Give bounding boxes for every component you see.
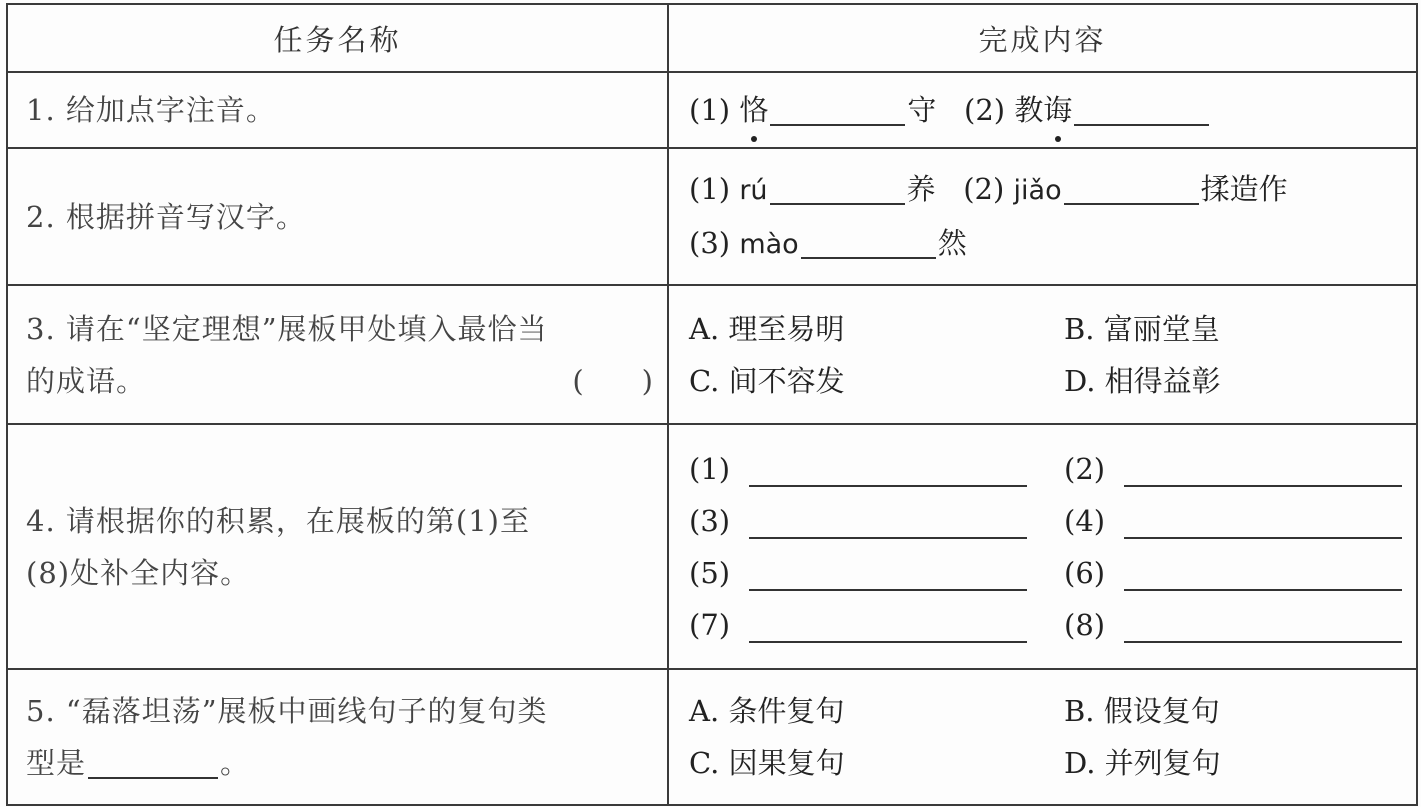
task1-p1-after: 守: [907, 93, 937, 127]
task4-blank-8-line[interactable]: [1124, 607, 1402, 643]
task2-p3-after: 然: [937, 225, 967, 260]
task2-p3-blank[interactable]: [801, 221, 936, 259]
task1-p1-blank[interactable]: [770, 88, 905, 126]
table-row: [7, 424, 1417, 669]
task2-line1: [689, 163, 1402, 217]
task4-blank-7-num: (7): [689, 607, 731, 642]
task1-name: 1. 给加点字注音。: [7, 72, 668, 148]
task2-p1-num: (1): [689, 171, 731, 206]
task5-name-line2: [26, 737, 653, 789]
task4-blank-2: [1064, 443, 1421, 495]
task5-option-c[interactable]: C. 因果复句: [689, 746, 845, 780]
task4-blank-1-line[interactable]: [749, 451, 1027, 487]
task2-name: 2. 根据拼音写汉字。: [7, 148, 668, 285]
task2-p1-blank[interactable]: [770, 167, 905, 205]
task4-blank-4-num: (4): [1064, 503, 1106, 538]
task4-blank-4-line[interactable]: [1124, 503, 1402, 539]
task4-blank-2-line[interactable]: [1124, 451, 1402, 487]
task3-option-b[interactable]: B. 富丽堂皇: [1064, 311, 1220, 346]
table-row: [7, 72, 1417, 148]
task3-name: [7, 285, 668, 424]
task3-name-line2: [26, 355, 653, 407]
task2-content: [668, 148, 1417, 285]
table-row: [7, 148, 1417, 285]
task4-blank-6: [1064, 547, 1421, 599]
task5-name-line1: 5. “磊落坦荡”展板中画线句子的复句类: [26, 694, 548, 728]
task3-option-a[interactable]: A. 理至易明: [689, 311, 845, 346]
task5-name-line2-before: 型是: [26, 746, 87, 780]
task3-name-line2-text: 的成语。: [26, 363, 147, 398]
task2-p2-num: (2): [963, 171, 1005, 206]
task1-p2-dot-char: 诲: [1043, 84, 1072, 136]
task5-name: [7, 669, 668, 805]
task5-option-d[interactable]: D. 并列复句: [1064, 746, 1221, 780]
task5-answer-blank[interactable]: [88, 741, 218, 779]
task2-line2: [689, 217, 1402, 271]
task-table: [6, 3, 1418, 806]
task4-content: [668, 424, 1417, 669]
task5-name-line2-after: 。: [220, 746, 251, 780]
task4-blank-7-line[interactable]: [749, 607, 1027, 643]
task3-options: [689, 303, 1402, 407]
header-task-name: 任务名称: [7, 4, 668, 72]
task2-p3-num: (3): [689, 225, 731, 260]
task4-blank-3-num: (3): [689, 503, 731, 538]
task4-name-line2: (8)处补全内容。: [26, 555, 251, 590]
task5-option-a[interactable]: A. 条件复句: [689, 694, 845, 728]
task2-p2-blank[interactable]: [1064, 167, 1199, 205]
task4-blank-8: [1064, 599, 1421, 651]
table-row: [7, 669, 1417, 805]
task4-name: [7, 424, 668, 669]
task5-content: [668, 669, 1417, 805]
task3-name-line1: 3. 请在“坚定理想”展板甲处填入最恰当: [26, 311, 548, 346]
task1-p2-before: 教: [1014, 93, 1044, 127]
task3-option-c[interactable]: C. 间不容发: [689, 363, 845, 398]
task2-p3-pinyin: mào: [739, 228, 799, 260]
task1-p2-blank[interactable]: [1074, 88, 1209, 126]
task2-p1-after: 养: [906, 171, 936, 206]
table-header-row: [7, 4, 1417, 72]
task4-blank-8-num: (8): [1064, 607, 1106, 642]
task4-blank-1: [689, 443, 1064, 495]
task4-blank-5-line[interactable]: [749, 555, 1027, 591]
task1-content: [668, 72, 1417, 148]
task4-blanks: [689, 443, 1402, 651]
task2-p2-pinyin: jiǎo: [1013, 174, 1062, 206]
task4-blank-5-num: (5): [689, 555, 731, 590]
task4-blank-3-line[interactable]: [749, 503, 1027, 539]
task4-blank-7: [689, 599, 1064, 651]
header-content: 完成内容: [668, 4, 1417, 72]
task2-p2-after: 揉造作: [1200, 171, 1288, 206]
task1-p1-dot-char: 恪: [739, 84, 768, 136]
task5-options: [689, 685, 1402, 789]
task2-p1-pinyin: rú: [739, 174, 768, 206]
task1-p1-num: (1): [689, 93, 731, 127]
task4-blank-6-num: (6): [1064, 555, 1106, 590]
task3-option-d[interactable]: D. 相得益彰: [1064, 363, 1221, 398]
task1-p2-num: (2): [964, 93, 1006, 127]
task4-name-line1: 4. 请根据你的积累，在展板的第(1)至: [26, 503, 530, 538]
task4-blank-1-num: (1): [689, 451, 731, 486]
task5-option-b[interactable]: B. 假设复句: [1064, 694, 1220, 728]
task3-content: [668, 285, 1417, 424]
task4-blank-3: [689, 495, 1064, 547]
task4-blank-5: [689, 547, 1064, 599]
table-row: [7, 285, 1417, 424]
task3-answer-paren[interactable]: ( ): [572, 363, 653, 398]
task4-blank-4: [1064, 495, 1421, 547]
task4-blank-6-line[interactable]: [1124, 555, 1402, 591]
task4-blank-2-num: (2): [1064, 451, 1106, 486]
